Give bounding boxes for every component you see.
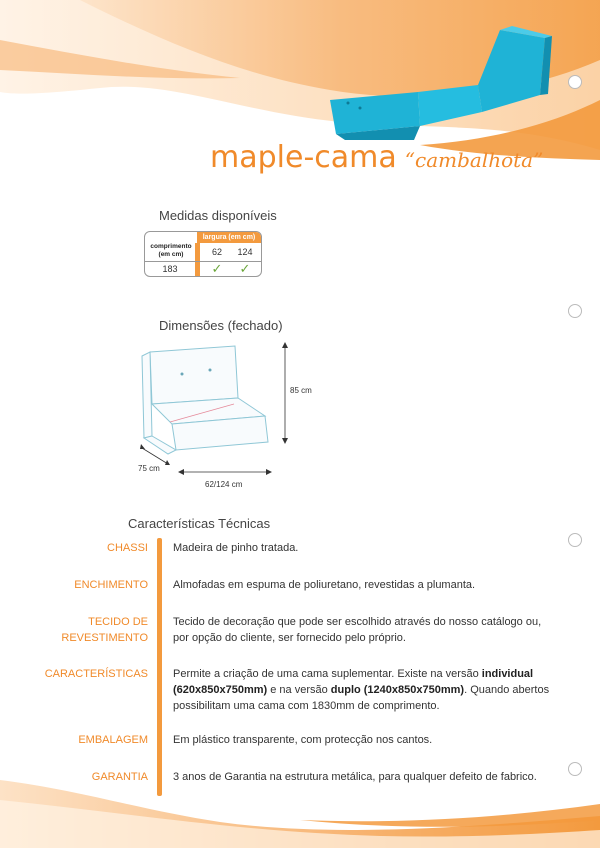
- table-accent-bar: [195, 243, 200, 276]
- width-value: 124: [237, 247, 253, 257]
- punch-hole: [568, 533, 582, 547]
- product-subtitle: “cambalhota”: [404, 148, 544, 172]
- depth-label: 75 cm: [138, 464, 160, 473]
- spec-bold: individual (620x850x750mm): [173, 668, 534, 696]
- length-header-line1: comprimento: [150, 243, 192, 250]
- spec-label-enchimento: ENCHIMENTO: [74, 579, 148, 591]
- punch-hole: [568, 304, 582, 318]
- length-header-line2: (em cm): [158, 251, 184, 258]
- sizes-heading: Medidas disponíveis: [159, 208, 277, 223]
- spec-value-enchimento: Almofadas em espuma de poliuretano, revestidas a plumanta.: [173, 579, 476, 591]
- spec-value-tecido: Tecido de decoração que pode ser escolhido através do nosso catálogo ou, por opção do cliente, ser fornecido pelo próprio.: [173, 616, 542, 644]
- spec-label-tecido-line1: TECIDO DE: [88, 616, 148, 628]
- check-icon: ✓: [211, 261, 223, 276]
- specs-heading: Características Técnicas: [128, 516, 271, 531]
- punch-hole: [568, 75, 582, 89]
- product-title: [210, 140, 543, 175]
- spec-text: Permite a criação de uma cama suplementar. Existe na versão: [173, 668, 482, 680]
- spec-value-caracteristicas: [173, 666, 558, 714]
- length-value: 183: [162, 264, 178, 274]
- spec-value-garantia: 3 anos de Garantia na estrutura metálica, para qualquer defeito de fabrico.: [173, 771, 537, 783]
- height-label: 85 cm: [290, 386, 312, 395]
- spec-text: . Quando abertos possibilitam uma cama com 1830mm de comprimento.: [173, 684, 550, 712]
- width-value: 62: [211, 247, 222, 257]
- spec-label-tecido-line2: REVESTIMENTO: [61, 632, 148, 644]
- check-icon: ✓: [239, 261, 251, 276]
- footer-swoosh: [0, 760, 600, 848]
- spec-label-caracteristicas: CARACTERÍSTICAS: [44, 668, 148, 680]
- dimensions-heading: Dimensões (fechado): [159, 318, 283, 333]
- spec-label-tecido: [0, 614, 148, 646]
- spec-label-chassi: CHASSI: [107, 542, 148, 554]
- spec-label-garantia: GARANTIA: [91, 771, 148, 783]
- spec-value-embalagem: Em plástico transparente, com protecção nos cantos.: [173, 734, 433, 746]
- spec-label-embalagem: EMBALAGEM: [78, 734, 148, 746]
- width-label: 62/124 cm: [205, 480, 243, 489]
- product-name: maple-cama: [210, 140, 397, 175]
- length-header: [147, 243, 195, 259]
- spec-value-chassi: Madeira de pinho tratada.: [173, 542, 299, 554]
- width-header: largura (em cm): [197, 232, 261, 243]
- spec-bold: duplo (1240x850x750mm): [330, 684, 465, 696]
- specs-accent-bar: [157, 538, 162, 796]
- sizes-table: [144, 231, 262, 277]
- spec-text: e na versão: [267, 684, 331, 696]
